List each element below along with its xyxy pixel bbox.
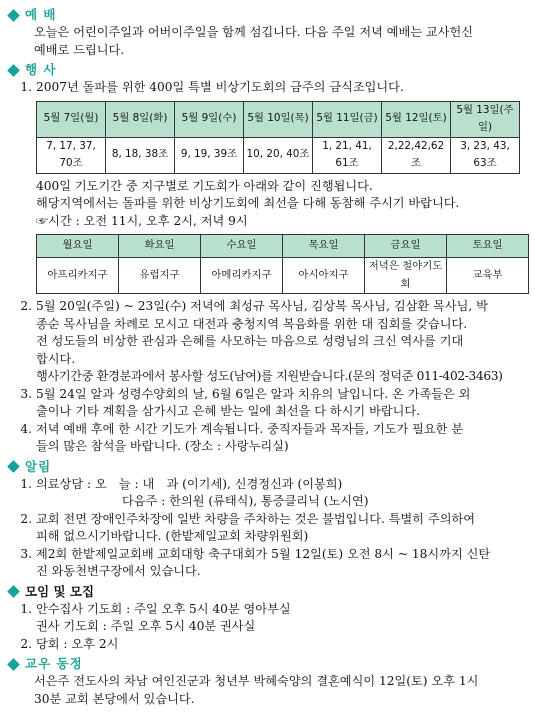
table-cell: 금요일 — [365, 235, 447, 258]
table-cell: 9, 19, 39조 — [175, 137, 244, 173]
table-cell: 교육부 — [447, 258, 529, 294]
events-section — [6, 61, 544, 456]
events-item-4: 4. 저녁 예배 후에 한 시간 기도가 계속됩니다. 중직자들과 목자들, 기도가 필요한 분 들의 많은 참석을 바랍니다. (장소 : 사랑누리실) — [20, 421, 464, 453]
table-cell: 5월 9일(수) — [175, 101, 244, 137]
diamond-bullet-icon — [7, 460, 20, 473]
table-cell: 아프리카지구 — [37, 258, 119, 294]
diamond-bullet-icon — [7, 64, 20, 77]
table-cell: 7, 17, 37, 70조 — [37, 137, 106, 173]
meetings-item-2: 2. 당회 : 오후 2시 — [20, 636, 119, 651]
section-title-meetings: 모임 및 모집 — [25, 583, 95, 599]
table-cell: 3, 23, 43, 63조 — [451, 137, 520, 173]
table-cell: 아시아지구 — [283, 258, 365, 294]
section-title-notice: 알림 — [25, 458, 52, 474]
worship-section — [6, 6, 544, 59]
section-title-events: 행 사 — [25, 62, 57, 78]
bulletin-page — [6, 4, 544, 708]
table-cell: 5월 11일(금) — [313, 101, 382, 137]
table-cell: 유럽지구 — [119, 258, 201, 294]
table-cell: 5월 10일(목) — [244, 101, 313, 137]
table-row — [37, 235, 529, 258]
table-cell: 2,22,42,62조 — [382, 137, 451, 173]
table-cell: 5월 7일(월) — [37, 101, 106, 137]
notice-item-3: 3. 제2회 한밭제일교회배 교회대항 축구대회가 5월 12일(토) 오전 8시 ~ 18시까지 신탄 진 와동천변구장에서 있습니다. — [20, 546, 491, 578]
family-news-text: 서은주 전도사의 차남 여인진군과 청년부 박혜숙양의 결혼예식이 12일(토) 오후 1시 30분 교회 본당에서 있습니다. — [34, 674, 479, 706]
table-cell: 10, 20, 40조 — [244, 137, 313, 173]
table-cell: 저녁은 철야기도회 — [365, 258, 447, 294]
table-cell: 1, 21, 41, 61조 — [313, 137, 382, 173]
meetings-section — [6, 583, 544, 654]
events-item-3: 3. 5월 24일 알과 성령수양회의 날, 6월 6일은 알과 치유의 날입니다. 온 가족들은 외 출이나 기타 계획을 삼가시고 은혜 받는 일에 최선을 다 하시기 바랍니다. — [20, 386, 471, 418]
table-row — [37, 137, 520, 173]
section-title-worship: 예 배 — [25, 7, 57, 23]
diamond-bullet-icon — [7, 9, 20, 22]
fasting-schedule-table — [36, 101, 520, 174]
table-cell: 5월 12일(토) — [382, 101, 451, 137]
section-title-family: 교우 동정 — [25, 656, 83, 672]
notice-item-2: 2. 교회 전면 장애인주차장에 일반 차량을 주차하는 것은 불법입니다. 특별히 주의하여 피해 없으시기바랍니다. (한밭제일교회 차량위원회) — [20, 511, 476, 543]
diamond-bullet-icon — [7, 658, 20, 671]
notice-section — [6, 458, 544, 581]
table-cell: 토요일 — [447, 235, 529, 258]
table-cell: 8, 18, 38조 — [106, 137, 175, 173]
worship-text: 오늘은 어린이주일과 어버이주일을 함께 섬깁니다. 다음 주일 저녁 예배는 교사헌신 예배로 드립니다. — [34, 25, 474, 57]
family-news-section — [6, 655, 544, 708]
table-cell: 목요일 — [283, 235, 365, 258]
district-prayer-table — [36, 234, 529, 294]
table-row — [37, 258, 529, 294]
table-cell: 5월 13일(주일) — [451, 101, 520, 137]
table-row — [37, 101, 520, 137]
table-cell: 수요일 — [201, 235, 283, 258]
table-cell: 월요일 — [37, 235, 119, 258]
events-item-2: 2. 5월 20일(주일) ~ 23일(수) 저녁에 최성규 목사님, 김상복 목사님, 김삼환 목사님, 박 종순 목사님을 차례로 모시고 대전과 충청지역 복음화를 위한 대 집회를 갖습니다. 전 성도들의 비상한 관심과 은혜를 사모하는 마음으로 성령님의 크신 역사를 기대 합시다. 행사기간중 환경분과에서 봉사할 성도(남여)를 지원받습니다.(문의 정덕준 011-402-3463) — [20, 299, 503, 383]
events-item-1: 1. 2007년 돌파를 위한 400일 특별 비상기도회의 금주의 금식조입니다. — [20, 80, 404, 94]
prayer-info: 400일 기도기간 중 지구별로 기도회가 아래와 같이 진행됩니다. 해당지역에서는 돌파를 위한 비상기도회에 최선을 다해 동참해 주시기 바랍니다. ☞시간 : 오전 11시, 오후 2시, 저녁 9시 — [36, 178, 460, 228]
table-cell: 5월 8일(화) — [106, 101, 175, 137]
table-cell: 화요일 — [119, 235, 201, 258]
notice-item-1: 1. 의료상담 : 오 늘 : 내 과 (이기세), 신경정신과 (이봉희) 다음주 : 한의원 (류태식), 통증클리닉 (노시연) — [20, 476, 369, 508]
diamond-bullet-icon — [7, 585, 20, 598]
table-cell: 아메리카지구 — [201, 258, 283, 294]
meetings-item-1: 1. 안수집사 기도회 : 주일 오후 5시 40분 영아부실 권사 기도회 : 주일 오후 5시 40분 권사실 — [20, 601, 291, 633]
